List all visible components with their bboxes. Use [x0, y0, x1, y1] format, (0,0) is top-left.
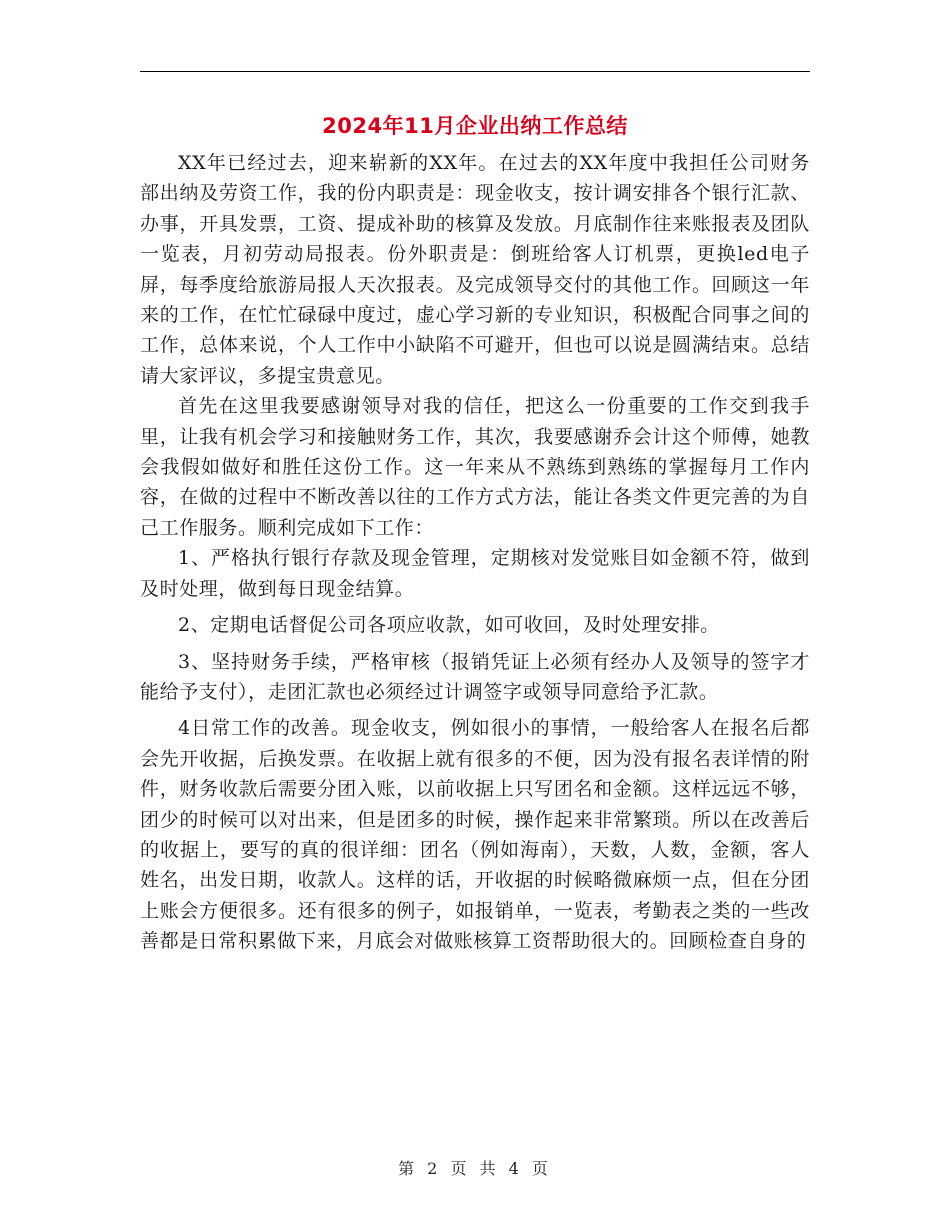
document-body: [140, 148, 810, 957]
list-item-3: 3、坚持财务手续，严格审核（报销凭证上必须有经办人及领导的签字才能给予支付），走团汇款也必须经过计调签字或领导同意给予汇款。: [140, 650, 810, 703]
list-item-1: 1、严格执行银行存款及现金管理，定期核对发觉账目如金额不符，做到及时处理，做到每日现金结算。: [140, 547, 810, 600]
paragraph-intro: XX年已经过去，迎来崭新的XX年。在过去的XX年度中我担任公司财务部出纳及劳资工作，我的份内职责是：现金收支，按计调安排各个银行汇款、办事，开具发票，工资、提成补助的核算及发放。月底制作往来账报表及团队一览表，月初劳动局报表。份外职责是：倒班给客人订机票，更换led电子屏，每季度给旅游局报人天次报表。及完成领导交付的其他工作。回顾这一年来的工作，在忙忙碌碌中度过，虚心学习新的专业知识，积极配合同事之间的工作，总体来说，个人工作中小缺陷不可避开，但也可以说是圆满结束。总结请大家评议，多提宝贵意见。: [140, 152, 810, 387]
list-item-2: 2、定期电话督促公司各项应收款，如可收回，及时处理安排。: [178, 614, 720, 637]
header-rule: [140, 71, 810, 72]
document-title: 2024年11月企业出纳工作总结: [322, 114, 628, 138]
paragraph-thanks: 首先在这里我要感谢领导对我的信任，把这么一份重要的工作交到我手里，让我有机会学习和接触财务工作，其次，我要感谢乔会计这个师傅，她教会我假如做好和胜任这份工作。这一年来从不熟练到熟练的掌握每月工作内容，在做的过程中不断改善以往的工作方式方法，能让各类文件更完善的为自己工作服务。顺利完成如下工作：: [140, 395, 810, 539]
list-item-4: 4日常工作的改善。现金收支，例如很小的事情，一般给客人在报名后都会先开收据，后换发票。在收据上就有很多的不便，因为没有报名表详情的附件，财务收款后需要分团入账，以前收据上只写团名和金额。这样远远不够，团少的时候可以对出来，但是团多的时候，操作起来非常繁琐。所以在改善后的收据上，要写的真的很详细：团名（例如海南），天数，人数，金额，客人姓名，出发日期，收款人。这样的话，开收据的时候略微麻烦一点，但在分团上账会方便很多。还有很多的例子，如报销单，一览表，考勤表之类的一些改善都是日常积累做下来，月底会对做账核算工资帮助很大的。回顾检查自身的: [140, 717, 810, 953]
page-number-footer: 第 2 页 共 4 页: [398, 1159, 552, 1178]
